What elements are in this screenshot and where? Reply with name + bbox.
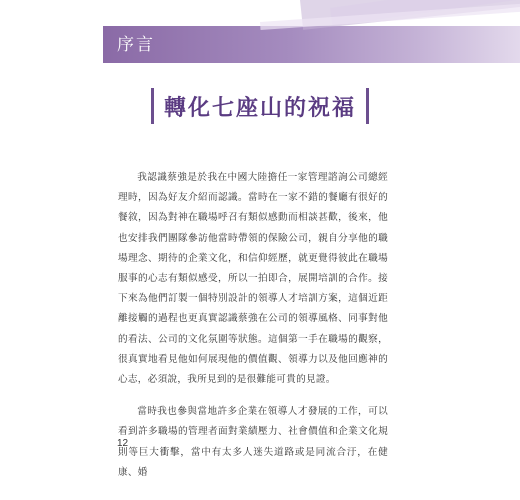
body-text xyxy=(118,168,388,483)
page-number: 12 xyxy=(117,438,129,449)
header-banner xyxy=(0,0,520,70)
paragraph: 當時我也參與當地許多企業在領導人才發展的工作，可以看到許多職場的管理者面對業績壓力、社會價值和企業文化規則等巨大衝擊，當中有太多人迷失道路或是同流合汙，在健康、婚 xyxy=(118,406,388,478)
banner-bar xyxy=(103,26,520,63)
paragraph: 我認識蔡強是於我在中國大陸擔任一家管理諮詢公司總經理時，因為好友介紹而認識。當時在一家不錯的餐廳有很好的餐敘，因為對神在職場呼召有類似感動而相談甚歡，後來，他也安排我們團隊參訪他當時帶領的保險公司，親自分享他的職場理念、期待的企業文化，和信仰經歷，就更覺得彼此在職場服事的心志有類似感受，所以一拍即合，展開培訓的合作。接下來為他們訂製一個特別設計的領導人才培訓方案，這個近距離接觸的過程也更真實認識蔡強在公司的領導風格、同事對他的看法、公司的文化氛圍等狀態。這個第一手在職場的觀察，很真實地看見他如何展現他的價值觀、領導力以及他回應神的心志，必須說，我所見到的是很難能可貴的見證。 xyxy=(118,172,388,386)
title-right-bar xyxy=(366,88,369,124)
chapter-title-block xyxy=(0,84,520,128)
section-label: 序言 xyxy=(117,35,155,55)
chapter-title: 轉化七座山的祝福 xyxy=(163,94,356,121)
title-left-bar xyxy=(151,88,154,124)
